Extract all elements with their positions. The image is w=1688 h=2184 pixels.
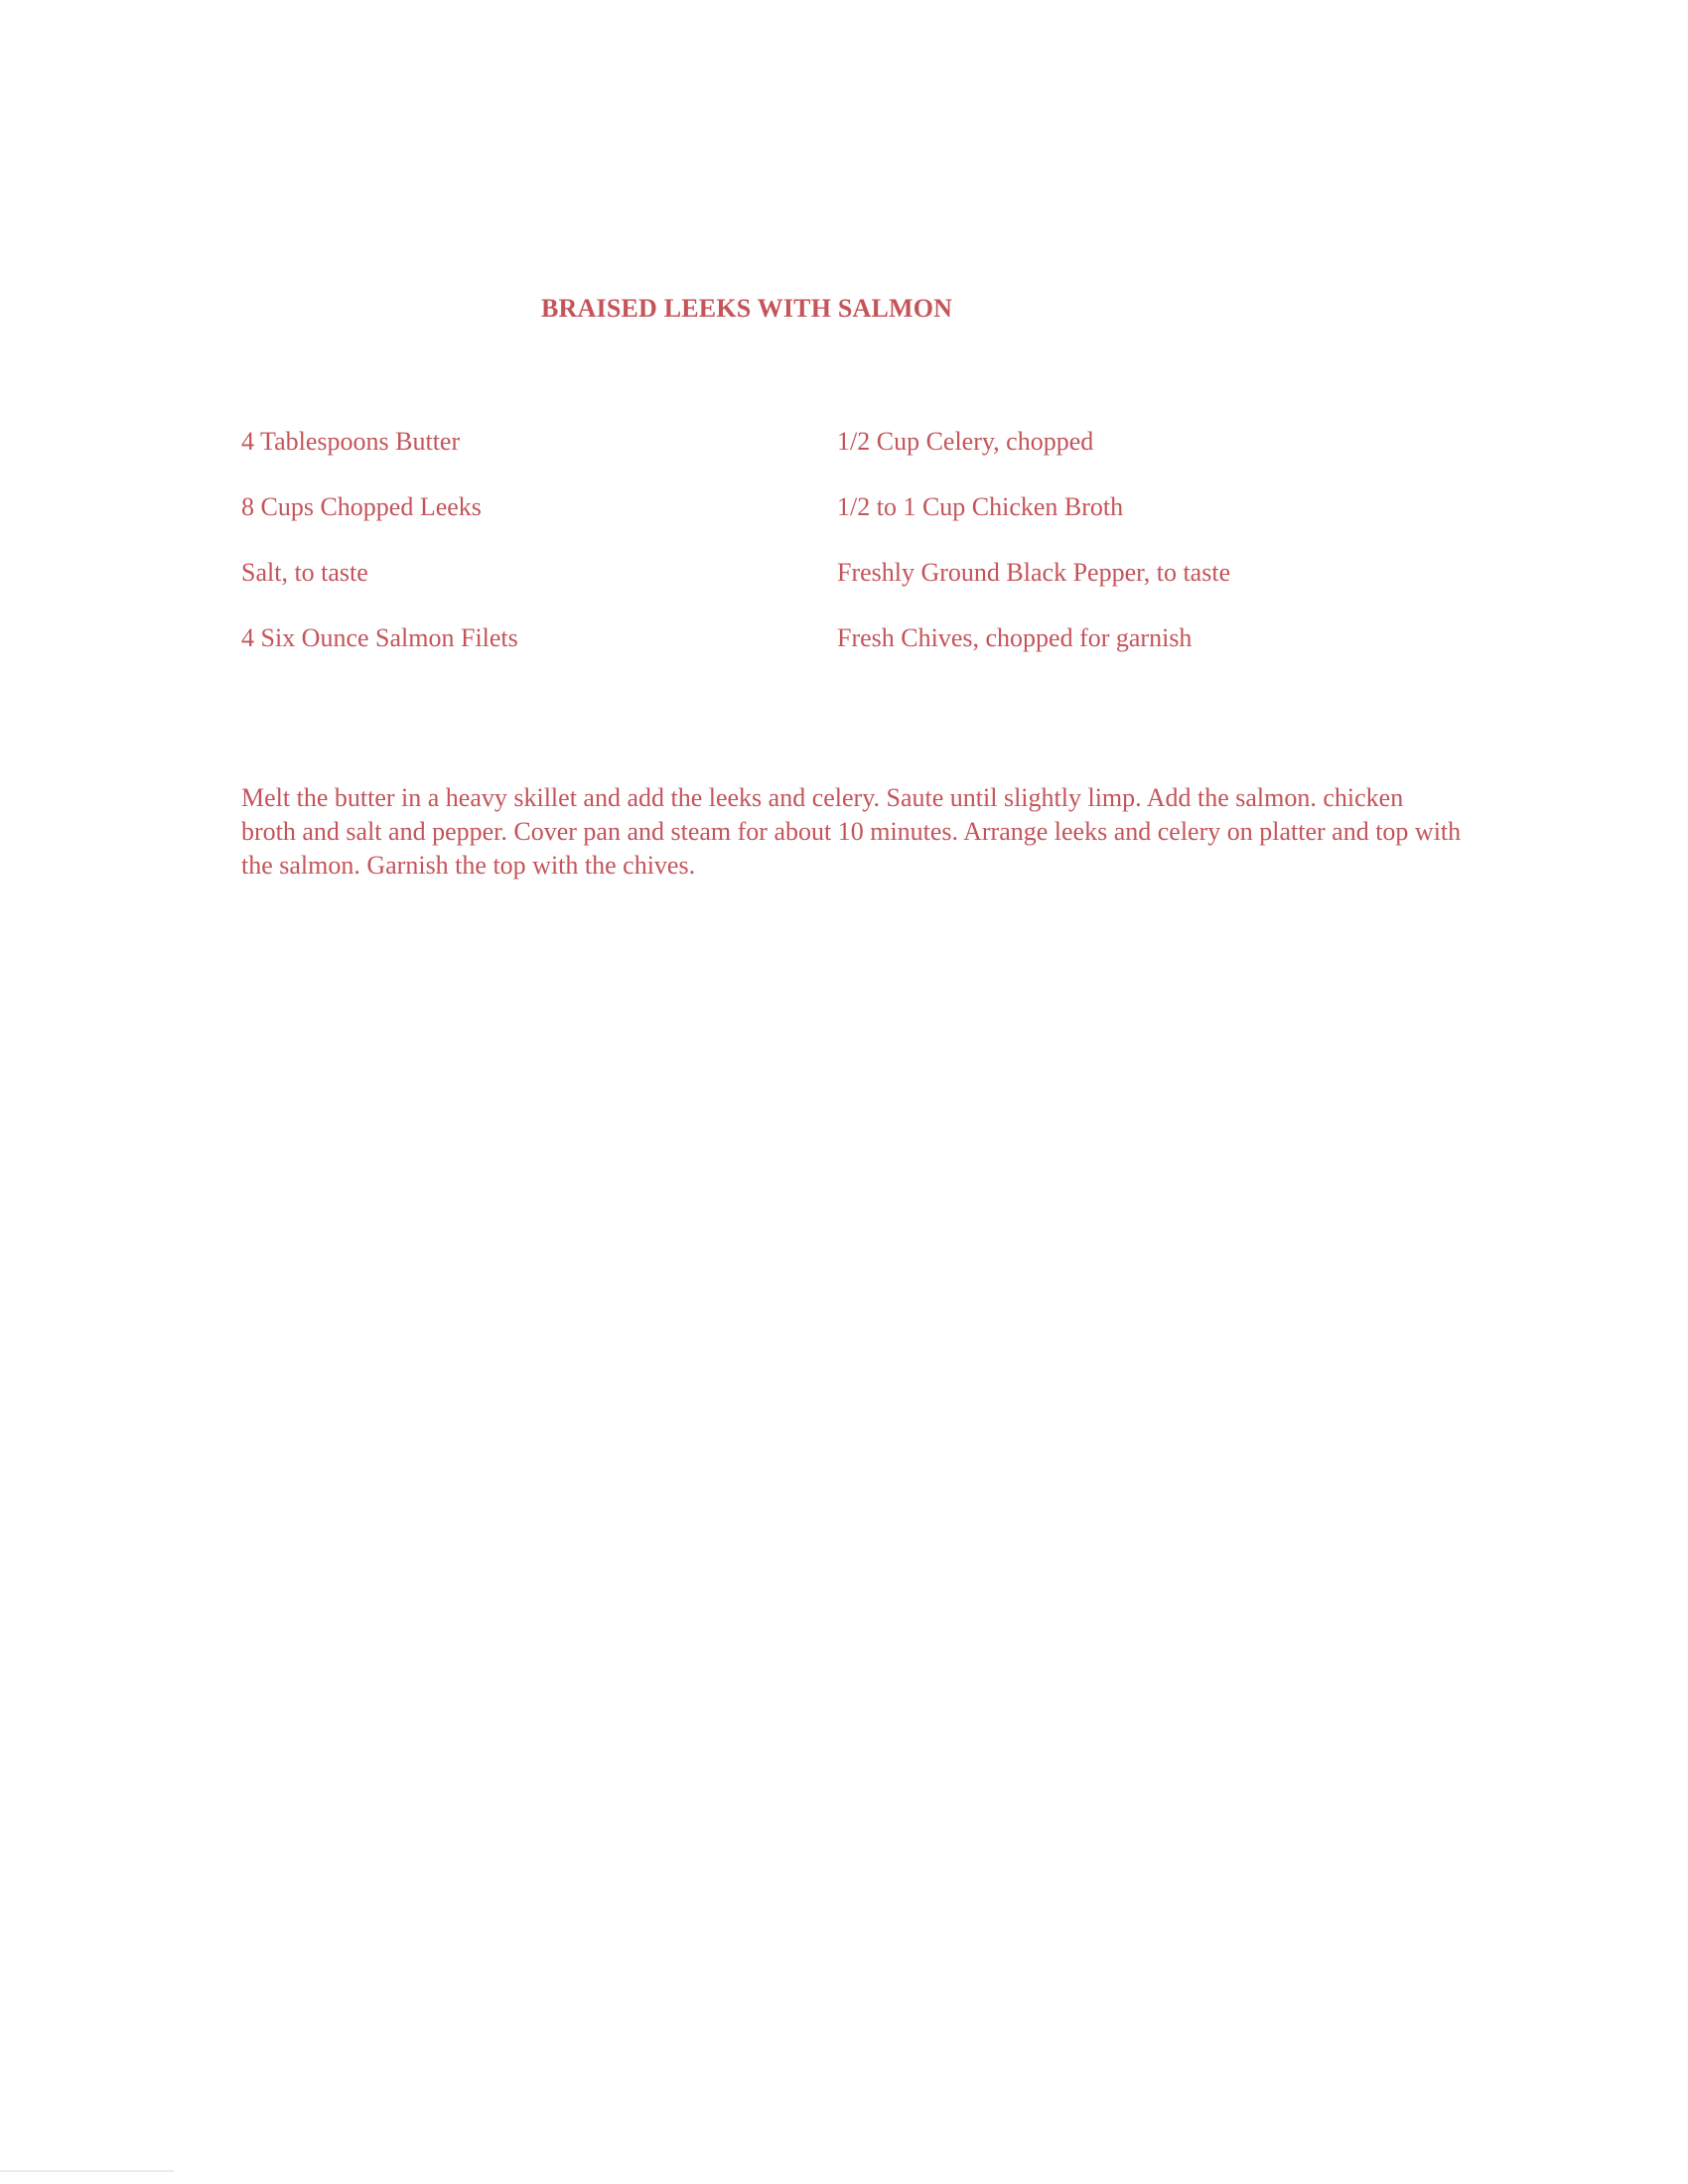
ingredient-item: Freshly Ground Black Pepper, to taste (837, 558, 1231, 587)
recipe-title: BRAISED LEEKS WITH SALMON (541, 294, 953, 323)
ingredient-row (241, 558, 1433, 623)
ingredient-item: 1/2 to 1 Cup Chicken Broth (837, 492, 1124, 521)
ingredient-item: Fresh Chives, chopped for garnish (837, 623, 1193, 652)
ingredient-item: 8 Cups Chopped Leeks (241, 492, 482, 521)
ingredient-item: Salt, to taste (241, 558, 368, 587)
recipe-instructions: Melt the butter in a heavy skillet and add the leeks and celery. Saute until slightly limp. Add the salmon. chicken broth and salt and pepper. Cover pan and steam for about 10 minutes. Arrange leeks and celery on platter and top with the salmon. Garnish the top with the chives. (241, 783, 1462, 880)
ingredient-item: 1/2 Cup Celery, chopped (837, 427, 1094, 456)
ingredient-list (241, 427, 1433, 689)
ingredient-row (241, 623, 1433, 689)
scan-edge-mark (0, 2170, 174, 2172)
ingredient-row (241, 427, 1433, 492)
ingredient-item: 4 Six Ounce Salmon Filets (241, 623, 518, 652)
ingredient-row (241, 492, 1433, 558)
ingredient-item: 4 Tablespoons Butter (241, 427, 461, 456)
